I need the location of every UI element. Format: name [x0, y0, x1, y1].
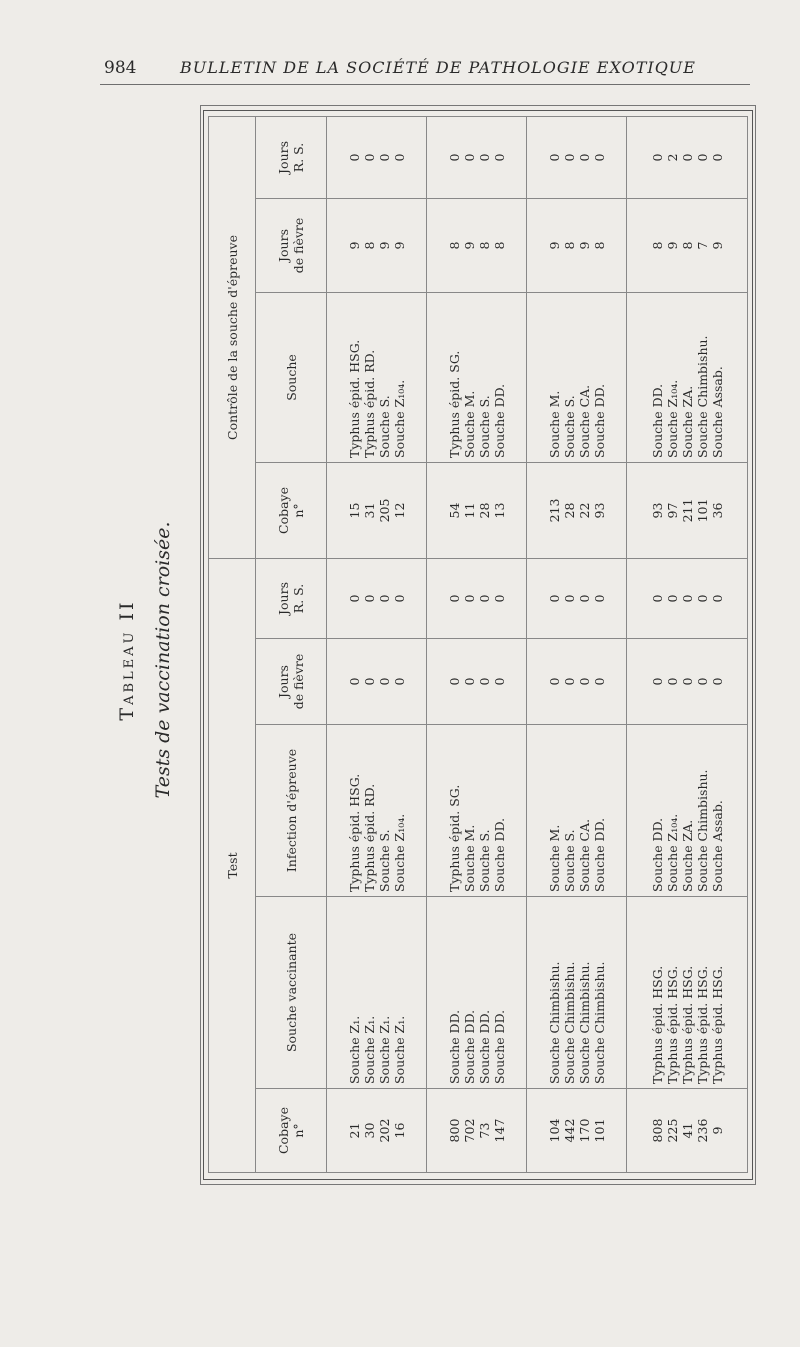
- cell-jours-fievre: [527, 639, 627, 725]
- cell-ctrl-jours-fievre: [427, 198, 527, 292]
- cell-ctrl-jours-rs: [327, 116, 427, 198]
- cell-line: Souche M.: [546, 390, 562, 458]
- cell-ctrl-jours-fievre: [527, 198, 627, 292]
- cell-line: Souche S.: [561, 829, 577, 892]
- cell-line: 28: [476, 502, 492, 519]
- cell-line: Typhus épid. RD.: [361, 783, 377, 892]
- cell-line: 9: [461, 241, 477, 250]
- cell-line: 16: [391, 1122, 407, 1139]
- cell-line: Souche Z₁₀₄.: [664, 379, 680, 458]
- cell-line: 236: [694, 1118, 710, 1143]
- cell-line: 0: [591, 594, 607, 603]
- cell-line: Souche Chimbishu.: [546, 961, 562, 1084]
- cell-line: Typhus épid. HSG.: [679, 965, 695, 1084]
- cell-line: 9: [664, 241, 680, 250]
- cell-line: 8: [476, 241, 492, 250]
- cell-line: Souche S.: [476, 829, 492, 892]
- cell-line: 8: [649, 241, 665, 250]
- cell-line: 0: [461, 594, 477, 603]
- cell-line: Souche CA.: [576, 818, 592, 892]
- cell-line: 0: [376, 677, 392, 686]
- cell-line: 13: [491, 502, 507, 519]
- cell-line: Typhus épid. HSG.: [694, 965, 710, 1084]
- cell-line: 0: [446, 677, 462, 686]
- cell-line: Souche DD.: [491, 817, 507, 892]
- cell-souche-vaccinante: [527, 897, 627, 1089]
- cell-souche-vaccinante: [427, 897, 527, 1089]
- cell-line: 808: [649, 1118, 665, 1143]
- cell-line: Souche Assab.: [709, 366, 725, 458]
- cell-line: 0: [476, 594, 492, 603]
- cell-line: 8: [561, 241, 577, 250]
- cell-line: 15: [346, 502, 362, 519]
- cell-line: 101: [694, 498, 710, 523]
- cell-line: 8: [361, 241, 377, 250]
- cell-line: Typhus épid. HSG.: [346, 339, 362, 458]
- cell-line: Souche S.: [476, 395, 492, 458]
- cell-line: 2: [664, 153, 680, 162]
- cell-line: Souche DD.: [591, 817, 607, 892]
- cell-line: 0: [461, 153, 477, 162]
- cell-line: 93: [649, 502, 665, 519]
- cell-line: Souche M.: [546, 824, 562, 892]
- cell-line: Typhus épid. HSG.: [664, 965, 680, 1084]
- cell-line: 211: [679, 498, 695, 523]
- cell-line: 7: [694, 241, 710, 250]
- cell-line: 170: [576, 1118, 592, 1143]
- cell-line: 9: [346, 241, 362, 250]
- cell-line: 0: [576, 677, 592, 686]
- cell-line: 9: [391, 241, 407, 250]
- cell-line: 0: [694, 153, 710, 162]
- cell-jours-fievre: [627, 639, 748, 725]
- cell-ctrl-jours-rs: [527, 116, 627, 198]
- cell-line: Souche DD.: [491, 383, 507, 458]
- col-header-souche-vaccinante: Souche vaccinante: [256, 897, 327, 1089]
- cell-line: 702: [461, 1118, 477, 1143]
- cell-line: 0: [576, 594, 592, 603]
- cell-line: 0: [664, 594, 680, 603]
- cell-infection-epreuve: [327, 725, 427, 897]
- cell-ctrl-cobaye: [627, 462, 748, 558]
- cell-line: 213: [546, 498, 562, 523]
- cell-line: 442: [561, 1118, 577, 1143]
- cell-line: 73: [476, 1122, 492, 1139]
- cell-line: Typhus épid. HSG.: [346, 773, 362, 892]
- cell-line: Souche S.: [376, 395, 392, 458]
- cell-line: Souche S.: [561, 395, 577, 458]
- cell-line: 0: [679, 677, 695, 686]
- cell-line: 0: [709, 677, 725, 686]
- cell-line: 8: [591, 241, 607, 250]
- cell-cobaye: [527, 1089, 627, 1173]
- cell-line: 8: [679, 241, 695, 250]
- cell-line: 22: [576, 502, 592, 519]
- cell-jours-rs: [327, 558, 427, 638]
- cell-ctrl-jours-rs: [427, 116, 527, 198]
- cell-line: 0: [446, 153, 462, 162]
- cell-line: Souche DD.: [446, 1009, 462, 1084]
- table-subtitle: Tests de vaccination croisée.: [152, 521, 174, 799]
- table-row: [427, 116, 527, 1172]
- col-header-ctrl-souche: Souche: [256, 292, 327, 462]
- cell-ctrl-cobaye: [427, 462, 527, 558]
- cell-line: 28: [561, 502, 577, 519]
- cell-line: Souche Z₁₀₄.: [391, 813, 407, 892]
- cell-line: Souche ZA.: [679, 385, 695, 458]
- cell-line: Souche DD.: [591, 383, 607, 458]
- cell-line: 30: [361, 1122, 377, 1139]
- cell-ctrl-souche: [427, 292, 527, 462]
- cell-cobaye: [427, 1089, 527, 1173]
- cell-line: 0: [491, 153, 507, 162]
- cell-cobaye: [627, 1089, 748, 1173]
- cell-line: 202: [376, 1118, 392, 1143]
- cell-line: 0: [649, 594, 665, 603]
- col-header-infection-epreuve: Infection d'épreuve: [256, 725, 327, 897]
- cell-line: 101: [591, 1118, 607, 1143]
- cell-line: 104: [546, 1118, 562, 1143]
- cell-line: 225: [664, 1118, 680, 1143]
- running-head-title: BULLETIN DE LA SOCIÉTÉ DE PATHOLOGIE EXOTIQUE: [180, 58, 696, 77]
- rotated-table-container: [203, 104, 758, 1180]
- cell-ctrl-souche: [327, 292, 427, 462]
- cell-ctrl-souche: [527, 292, 627, 462]
- cell-line: 0: [546, 594, 562, 603]
- cell-line: 8: [446, 241, 462, 250]
- cell-line: 800: [446, 1118, 462, 1143]
- table-row: [327, 116, 427, 1172]
- table-row: [527, 116, 627, 1172]
- cell-line: 0: [346, 153, 362, 162]
- table-row: [627, 116, 748, 1172]
- cell-line: 36: [709, 502, 725, 519]
- cell-line: 8: [491, 241, 507, 250]
- cell-line: 0: [346, 594, 362, 603]
- page-number: 984: [104, 58, 137, 78]
- cell-line: 0: [361, 594, 377, 603]
- cell-infection-epreuve: [527, 725, 627, 897]
- cell-souche-vaccinante: [327, 897, 427, 1089]
- cell-line: 147: [491, 1118, 507, 1143]
- cell-line: 0: [491, 677, 507, 686]
- cell-line: 0: [694, 594, 710, 603]
- cell-line: Souche Z₁.: [346, 1015, 362, 1084]
- cell-line: Souche Chimbishu.: [576, 961, 592, 1084]
- cell-line: Souche ZA.: [679, 819, 695, 892]
- cell-line: Typhus épid. HSG.: [649, 965, 665, 1084]
- cell-line: Souche DD.: [476, 1009, 492, 1084]
- col-header-jours-rs: Jours R. S.: [256, 558, 327, 638]
- cell-infection-epreuve: [627, 725, 748, 897]
- group-header-test: Test: [209, 558, 256, 1172]
- cell-line: 0: [346, 677, 362, 686]
- table-title: Tableau II: [116, 599, 138, 721]
- table-frame: [203, 110, 753, 1180]
- cell-jours-rs: [627, 558, 748, 638]
- cell-jours-rs: [427, 558, 527, 638]
- cell-line: 0: [376, 594, 392, 603]
- cell-line: 0: [546, 153, 562, 162]
- cell-line: Souche CA.: [576, 384, 592, 458]
- cell-line: 0: [709, 153, 725, 162]
- cell-line: Souche DD.: [649, 383, 665, 458]
- cell-line: 54: [446, 502, 462, 519]
- cell-line: 11: [461, 502, 477, 519]
- cell-line: 0: [361, 677, 377, 686]
- col-header-ctrl-jours-rs: Jours R. S.: [256, 116, 327, 198]
- cell-line: 21: [346, 1122, 362, 1139]
- cell-line: Souche Chimbishu.: [561, 961, 577, 1084]
- cell-ctrl-cobaye: [527, 462, 627, 558]
- col-header-jours-fievre: Jours de fièvre: [256, 639, 327, 725]
- cell-line: 0: [649, 677, 665, 686]
- cell-line: Typhus épid. HSG.: [709, 965, 725, 1084]
- group-header-controle: Contrôle de la souche d'épreuve: [209, 116, 256, 558]
- cell-line: 9: [709, 1126, 725, 1135]
- cell-ctrl-souche: [627, 292, 748, 462]
- cell-line: 9: [546, 241, 562, 250]
- cell-line: 0: [391, 677, 407, 686]
- cell-infection-epreuve: [427, 725, 527, 897]
- cell-line: Souche Chimbishu.: [694, 769, 710, 892]
- cell-line: Souche Chimbishu.: [694, 335, 710, 458]
- cell-line: 0: [391, 153, 407, 162]
- cell-line: Souche Z₁.: [391, 1015, 407, 1084]
- cell-cobaye: [327, 1089, 427, 1173]
- cell-line: Typhus épid. SG.: [446, 784, 462, 892]
- cell-line: 0: [546, 677, 562, 686]
- cell-line: Souche Z₁₀₄.: [664, 813, 680, 892]
- cell-ctrl-cobaye: [327, 462, 427, 558]
- cell-line: 9: [376, 241, 392, 250]
- table-body: [327, 116, 748, 1172]
- cell-line: 0: [649, 153, 665, 162]
- cell-line: Souche Z₁₀₄.: [391, 379, 407, 458]
- cell-line: 0: [476, 677, 492, 686]
- cell-souche-vaccinante: [627, 897, 748, 1089]
- cell-line: 0: [576, 153, 592, 162]
- cell-ctrl-jours-rs: [627, 116, 748, 198]
- col-header-ctrl-jours-fievre: Jours de fièvre: [256, 198, 327, 292]
- cell-line: 0: [446, 594, 462, 603]
- cell-line: 0: [491, 594, 507, 603]
- cell-ctrl-jours-fievre: [627, 198, 748, 292]
- cell-line: 0: [461, 677, 477, 686]
- vaccination-table: [208, 116, 748, 1173]
- cell-line: 97: [664, 502, 680, 519]
- cell-line: 205: [376, 498, 392, 523]
- cell-line: 0: [476, 153, 492, 162]
- cell-line: Typhus épid. SG.: [446, 350, 462, 458]
- cell-line: Souche Assab.: [709, 800, 725, 892]
- cell-line: 0: [679, 594, 695, 603]
- cell-line: Typhus épid. RD.: [361, 349, 377, 458]
- cell-line: Souche Z₁.: [376, 1015, 392, 1084]
- col-header-cobaye: Cobaye n°: [256, 1089, 327, 1173]
- cell-line: Souche S.: [376, 829, 392, 892]
- cell-line: 0: [694, 677, 710, 686]
- cell-line: Souche DD.: [491, 1009, 507, 1084]
- cell-line: Souche Chimbishu.: [591, 961, 607, 1084]
- col-header-ctrl-cobaye: Cobaye n°: [256, 462, 327, 558]
- cell-line: 93: [591, 502, 607, 519]
- cell-line: 12: [391, 502, 407, 519]
- cell-line: Souche Z₁.: [361, 1015, 377, 1084]
- cell-line: 0: [376, 153, 392, 162]
- cell-line: 0: [591, 677, 607, 686]
- cell-line: Souche DD.: [461, 1009, 477, 1084]
- cell-jours-fievre: [427, 639, 527, 725]
- cell-ctrl-jours-fievre: [327, 198, 427, 292]
- cell-line: Souche M.: [461, 390, 477, 458]
- cell-line: Souche M.: [461, 824, 477, 892]
- cell-line: Souche DD.: [649, 817, 665, 892]
- cell-line: 0: [561, 677, 577, 686]
- cell-line: 0: [679, 153, 695, 162]
- cell-line: 0: [361, 153, 377, 162]
- cell-line: 31: [361, 502, 377, 519]
- cell-line: 0: [391, 594, 407, 603]
- cell-line: 41: [679, 1122, 695, 1139]
- cell-line: 9: [576, 241, 592, 250]
- cell-line: 0: [709, 594, 725, 603]
- cell-line: 0: [561, 153, 577, 162]
- cell-line: 0: [561, 594, 577, 603]
- cell-line: 0: [664, 677, 680, 686]
- cell-jours-fievre: [327, 639, 427, 725]
- cell-line: 9: [709, 241, 725, 250]
- cell-line: 0: [591, 153, 607, 162]
- cell-jours-rs: [527, 558, 627, 638]
